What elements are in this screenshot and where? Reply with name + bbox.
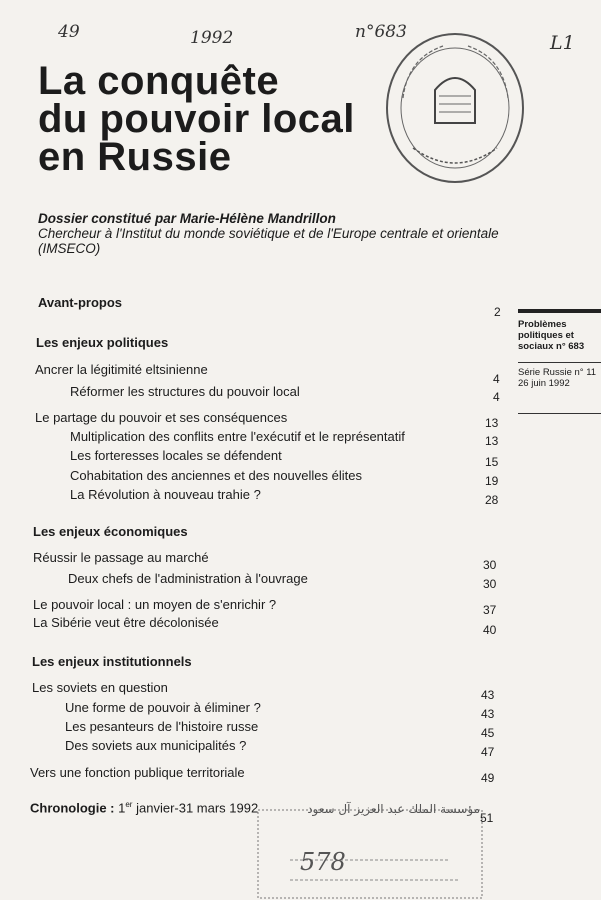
author-byline <box>38 211 508 256</box>
toc-page-number: 30 <box>483 577 497 591</box>
toc-section-title: Les enjeux économiques <box>33 524 188 539</box>
toc-page-number: 51 <box>480 811 494 825</box>
toc-entry: Des soviets aux municipalités ? <box>65 738 247 753</box>
title-line-2: du pouvoir local <box>38 97 355 141</box>
toc-entry: Le partage du pouvoir et ses conséquences <box>35 410 288 425</box>
toc-entry: Les forteresses locales se défendent <box>70 448 282 463</box>
chronologie-range: janvier-31 mars 1992 <box>132 800 259 816</box>
document-title <box>38 59 355 179</box>
handwritten-annotation-left: 49 <box>58 22 80 42</box>
toc-entry: Réformer les structures du pouvoir local <box>70 384 300 399</box>
toc-entry: Vers une fonction publique territoriale <box>30 765 245 780</box>
toc-entry: Réussir le passage au marché <box>33 550 209 565</box>
toc-entry: Multiplication des conflits entre l'exécutif et le représentatif <box>70 429 405 444</box>
toc-entry: Deux chefs de l'administration à l'ouvrage <box>68 571 308 586</box>
toc-page-number: 45 <box>481 726 495 740</box>
toc-avant-propos: Avant-propos <box>38 295 123 310</box>
toc-page-number: 4 <box>493 372 500 386</box>
toc-page-number: 13 <box>485 416 499 430</box>
toc-entry: La Révolution à nouveau trahie ? <box>70 487 261 502</box>
sidebar-bottom-rule <box>518 413 601 414</box>
sidebar-date: 26 juin 1992 <box>518 378 570 389</box>
stamp-handwritten-number: 578 <box>300 848 346 876</box>
handwritten-annotation-year: 1992 <box>190 28 234 48</box>
toc-page-number: 49 <box>481 771 495 785</box>
toc-section-title: Les enjeux politiques <box>36 335 169 350</box>
chronologie-label: Chronologie : <box>30 800 115 816</box>
byline-author: Dossier constitué par Marie-Hélène Mandrillon <box>38 211 336 226</box>
chronologie-day: 1 <box>118 800 126 816</box>
toc-page-number: 37 <box>483 603 497 617</box>
handwritten-annotation-corner: L1 <box>550 32 575 54</box>
title-line-1: La conquête <box>38 59 280 103</box>
sidebar-top-rule <box>518 309 601 313</box>
toc-page-number: 47 <box>481 745 495 759</box>
toc-page-number: 4 <box>493 390 500 404</box>
toc-page-number: 2 <box>494 305 501 319</box>
chronologie-sup: er <box>125 800 133 809</box>
title-line-3: en Russie <box>38 135 232 179</box>
sidebar-divider <box>518 362 601 363</box>
toc-entry: La Sibérie veut être décolonisée <box>33 615 219 630</box>
toc-page-number: 15 <box>485 455 499 469</box>
toc-entry: Une forme de pouvoir à éliminer ? <box>65 700 261 715</box>
handwritten-annotation-number: n°683 <box>355 22 407 42</box>
toc-page-number: 40 <box>483 623 497 637</box>
toc-section-title: Les enjeux institutionnels <box>32 654 192 669</box>
toc-page-number: 43 <box>481 688 495 702</box>
toc-entry: Les pesanteurs de l'histoire russe <box>65 719 259 734</box>
toc-chronologie <box>30 800 258 815</box>
toc-entry: Ancrer la légitimité eltsinienne <box>35 362 208 377</box>
toc-entry: Les soviets en question <box>32 680 168 695</box>
toc-page-number: 28 <box>485 493 499 507</box>
toc-page-number: 43 <box>481 707 495 721</box>
toc-entry: Cohabitation des anciennes et des nouvelles élites <box>70 468 362 483</box>
sidebar-series-number: Série Russie n° 11 <box>518 367 597 378</box>
toc-entry: Le pouvoir local : un moyen de s'enrichir ? <box>33 597 277 612</box>
sidebar-series-title: Problèmes politiques et sociaux n° 683 <box>518 319 585 352</box>
library-stamp-seal <box>383 28 528 186</box>
toc-page-number: 19 <box>485 474 499 488</box>
stamp-arabic-text: مؤسسة الملك عبد العزيز آل سعود <box>307 802 480 816</box>
toc-page-number: 13 <box>485 434 499 448</box>
toc-page-number: 30 <box>483 558 497 572</box>
byline-affiliation: Chercheur à l'Institut du monde soviétique et de l'Europe centrale et orientale (IMSECO) <box>38 226 499 256</box>
